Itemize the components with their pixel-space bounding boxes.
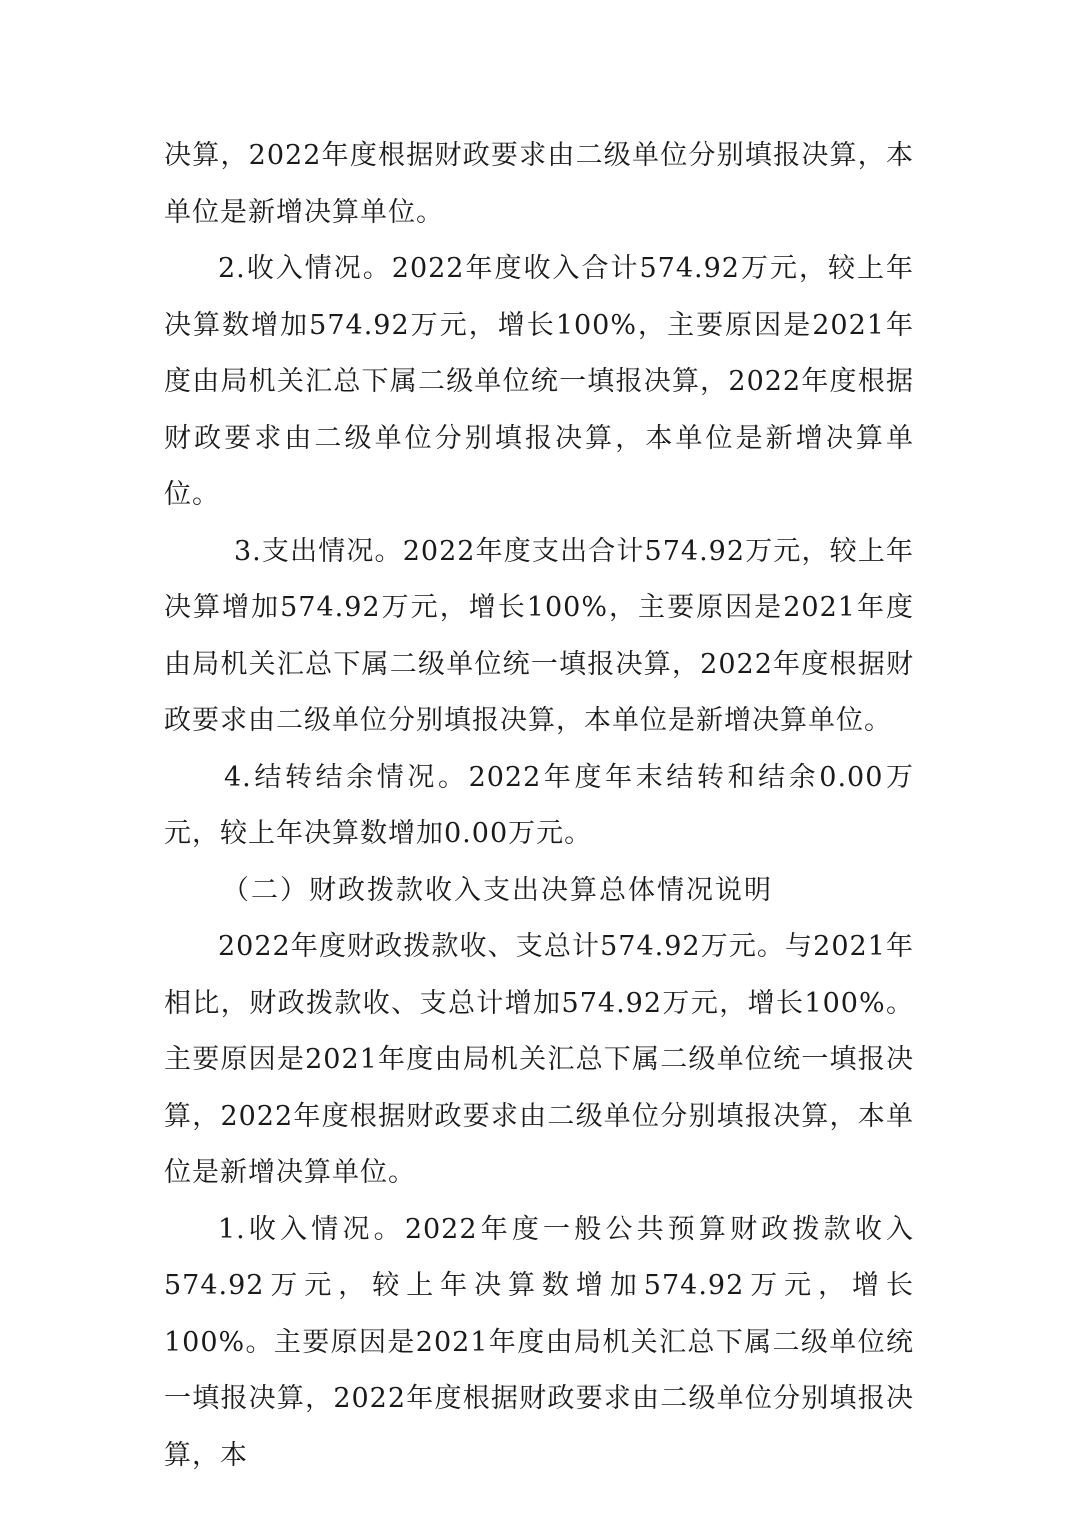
paragraph-carryover: 4.结转结余情况。2022年度年末结转和结余0.00万元，较上年决算数增加0.00万元。: [164, 761, 914, 849]
paragraph-expenditure: 3.支出情况。2022年度支出合计574.92万元，较上年决算增加574.92万元，增长100%，主要原因是2021年度由局机关汇总下属二级单位统一填报决算，2022年度根据财政要求由二级单位分别填报决算，本单位是新增决算单位。: [164, 535, 914, 736]
paragraph-continuation: 决算，2022年度根据财政要求由二级单位分别填报决算，本单位是新增决算单位。: [164, 140, 914, 228]
paragraph-fiscal-income: 1.收入情况。2022年度一般公共预算财政拨款收入574.92万元，较上年决算数增加574.92万元，增长100%。主要原因是2021年度由局机关汇总下属二级单位统一填报决算，2022年度根据财政要求由二级单位分别填报决算，本: [164, 1213, 914, 1471]
section-heading: （二）财政拨款收入支出决算总体情况说明: [222, 874, 773, 906]
paragraph-income: 2.收入情况。2022年度收入合计574.92万元，较上年决算数增加574.92万元，增长100%，主要原因是2021年度由局机关汇总下属二级单位统一填报决算，2022年度根据财政要求由二级单位分别填报决算，本单位是新增决算单位。: [164, 253, 914, 510]
document-page: [164, 128, 914, 1484]
paragraph-fiscal-summary: 2022年度财政拨款收、支总计574.92万元。与2021年相比，财政拨款收、支总计增加574.92万元，增长100%。主要原因是2021年度由局机关汇总下属二级单位统一填报决算，2022年度根据财政要求由二级单位分别填报决算，本单位是新增决算单位。: [164, 931, 914, 1188]
